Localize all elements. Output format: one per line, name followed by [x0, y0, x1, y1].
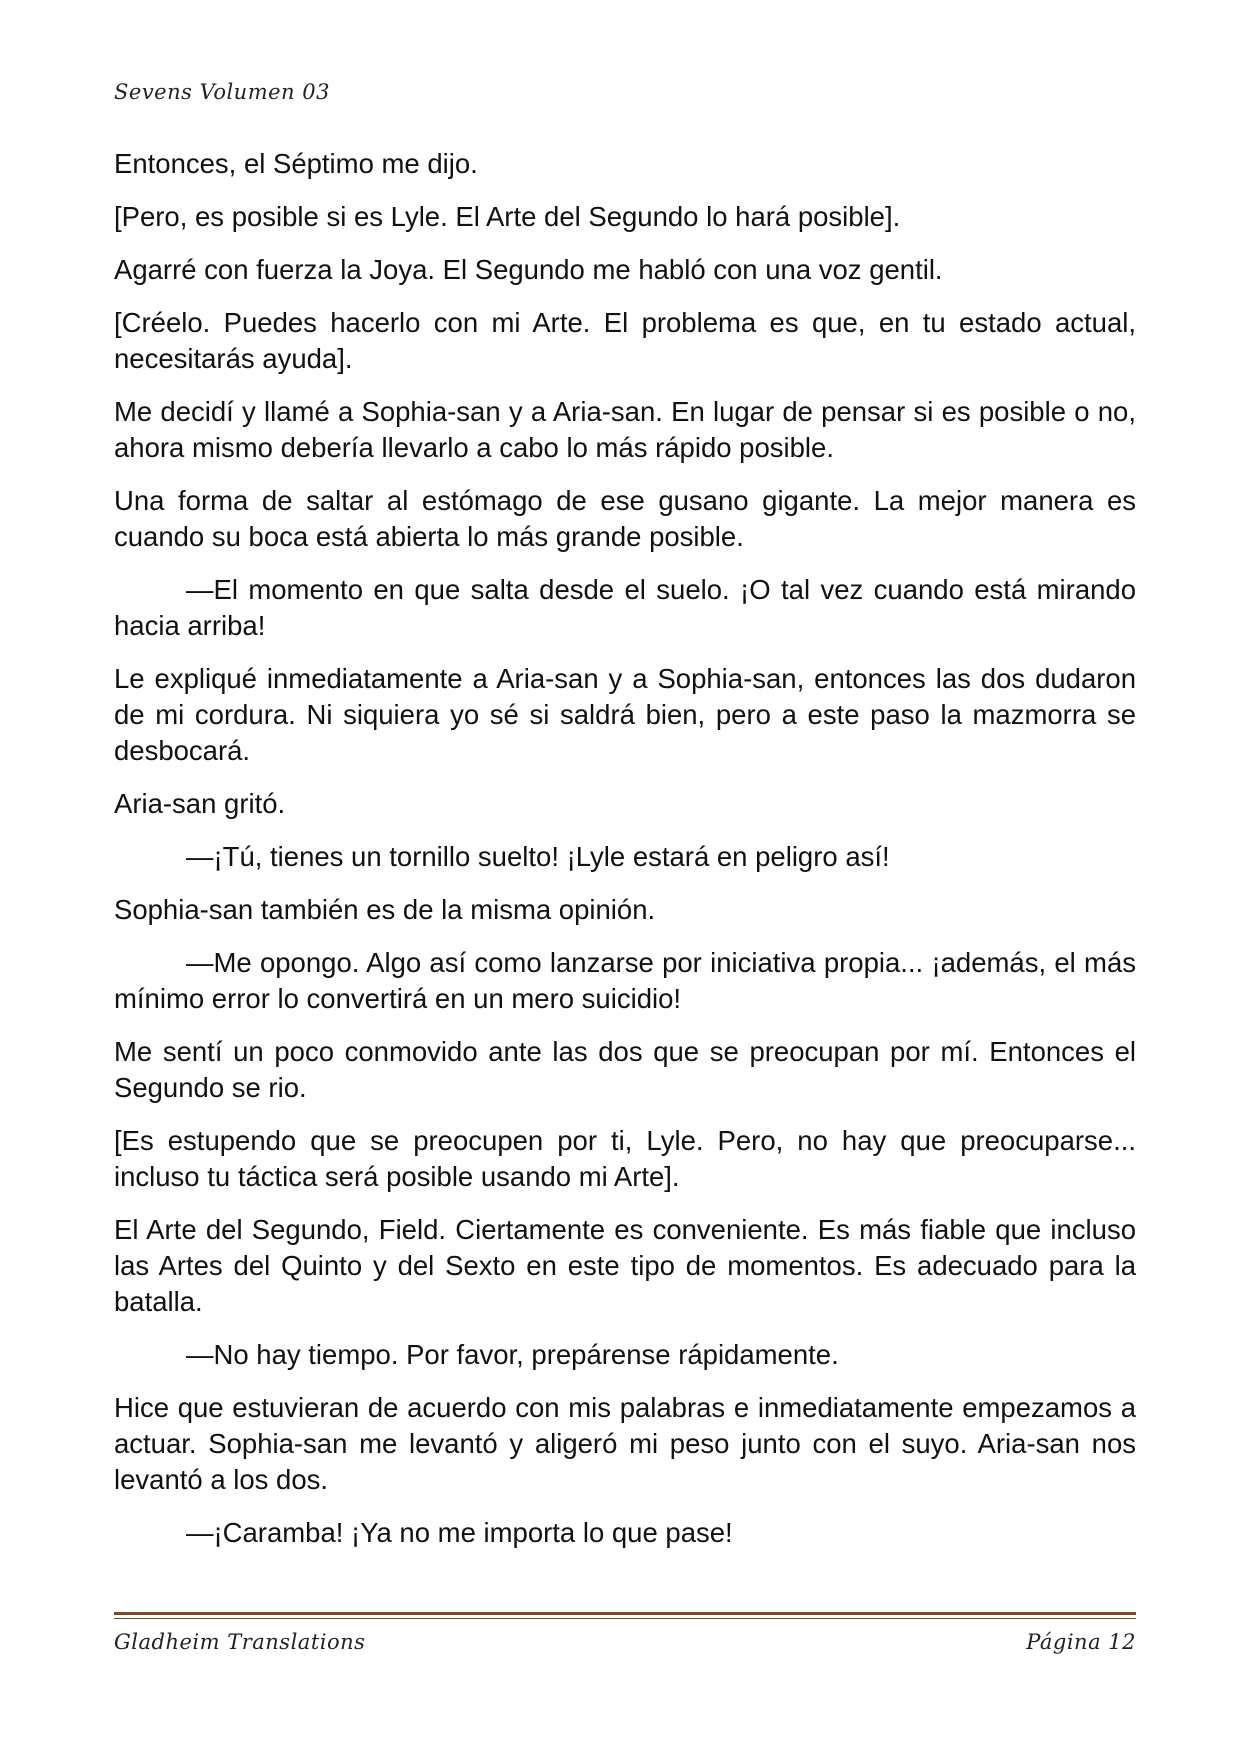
dialog-paragraph: —No hay tiempo. Por favor, prepárense rápidamente.: [186, 1339, 839, 1370]
running-header: Sevens Volumen 03: [114, 80, 330, 104]
paragraph: [Créelo. Puedes hacerlo con mi Arte. El problema es que, en tu estado actual, necesitarás ayuda].: [114, 307, 1136, 374]
page-number: Página 12: [1026, 1630, 1136, 1654]
paragraph: Le expliqué inmediatamente a Aria-san y a Sophia-san, entonces las dos dudaron de mi cordura. Ni siquiera yo sé si saldrá bien, pero a este paso la mazmorra se desbocará.: [114, 663, 1136, 766]
paragraph: Agarré con fuerza la Joya. El Segundo me habló con una voz gentil.: [114, 254, 943, 285]
paragraph: Entonces, el Séptimo me dijo.: [114, 148, 478, 179]
dialog-paragraph: —El momento en que salta desde el suelo. ¡O tal vez cuando está mirando hacia arriba!: [114, 574, 1136, 641]
paragraph: [Es estupendo que se preocupen por ti, Lyle. Pero, no hay que preocuparse... incluso tu táctica será posible usando mi Arte].: [114, 1125, 1136, 1192]
paragraph: Me decidí y llamé a Sophia-san y a Aria-san. En lugar de pensar si es posible o no, ahora mismo debería llevarlo a cabo lo más rápido posible.: [114, 396, 1136, 463]
dialog-paragraph: —Me opongo. Algo así como lanzarse por iniciativa propia... ¡además, el más mínimo error lo convertirá en un mero suicidio!: [114, 947, 1136, 1014]
paragraph: [Pero, es posible si es Lyle. El Arte del Segundo lo hará posible].: [114, 201, 901, 232]
footer-credit: Gladheim Translations: [114, 1630, 366, 1654]
paragraph: El Arte del Segundo, Field. Ciertamente es conveniente. Es más fiable que incluso las Artes del Quinto y del Sexto en este tipo de momentos. Es adecuado para la batalla.: [114, 1214, 1136, 1317]
paragraph: Hice que estuvieran de acuerdo con mis palabras e inmediatamente empezamos a actuar. Sophia-san me levantó y aligeró mi peso junto con el suyo. Aria-san nos levantó a los dos.: [114, 1392, 1136, 1495]
paragraph: Aria-san gritó.: [114, 788, 286, 819]
dialog-paragraph: —¡Tú, tienes un tornillo suelto! ¡Lyle estará en peligro así!: [186, 841, 890, 872]
paragraph: Una forma de saltar al estómago de ese gusano gigante. La mejor manera es cuando su boca está abierta lo más grande posible.: [114, 485, 1136, 552]
paragraph: Sophia-san también es de la misma opinión.: [114, 894, 656, 925]
dialog-paragraph: —¡Caramba! ¡Ya no me importa lo que pase!: [186, 1517, 733, 1548]
paragraph: Me sentí un poco conmovido ante las dos que se preocupan por mí. Entonces el Segundo se rio.: [114, 1036, 1136, 1103]
body-text: [114, 146, 1136, 1568]
footer-divider: [114, 1612, 1136, 1619]
